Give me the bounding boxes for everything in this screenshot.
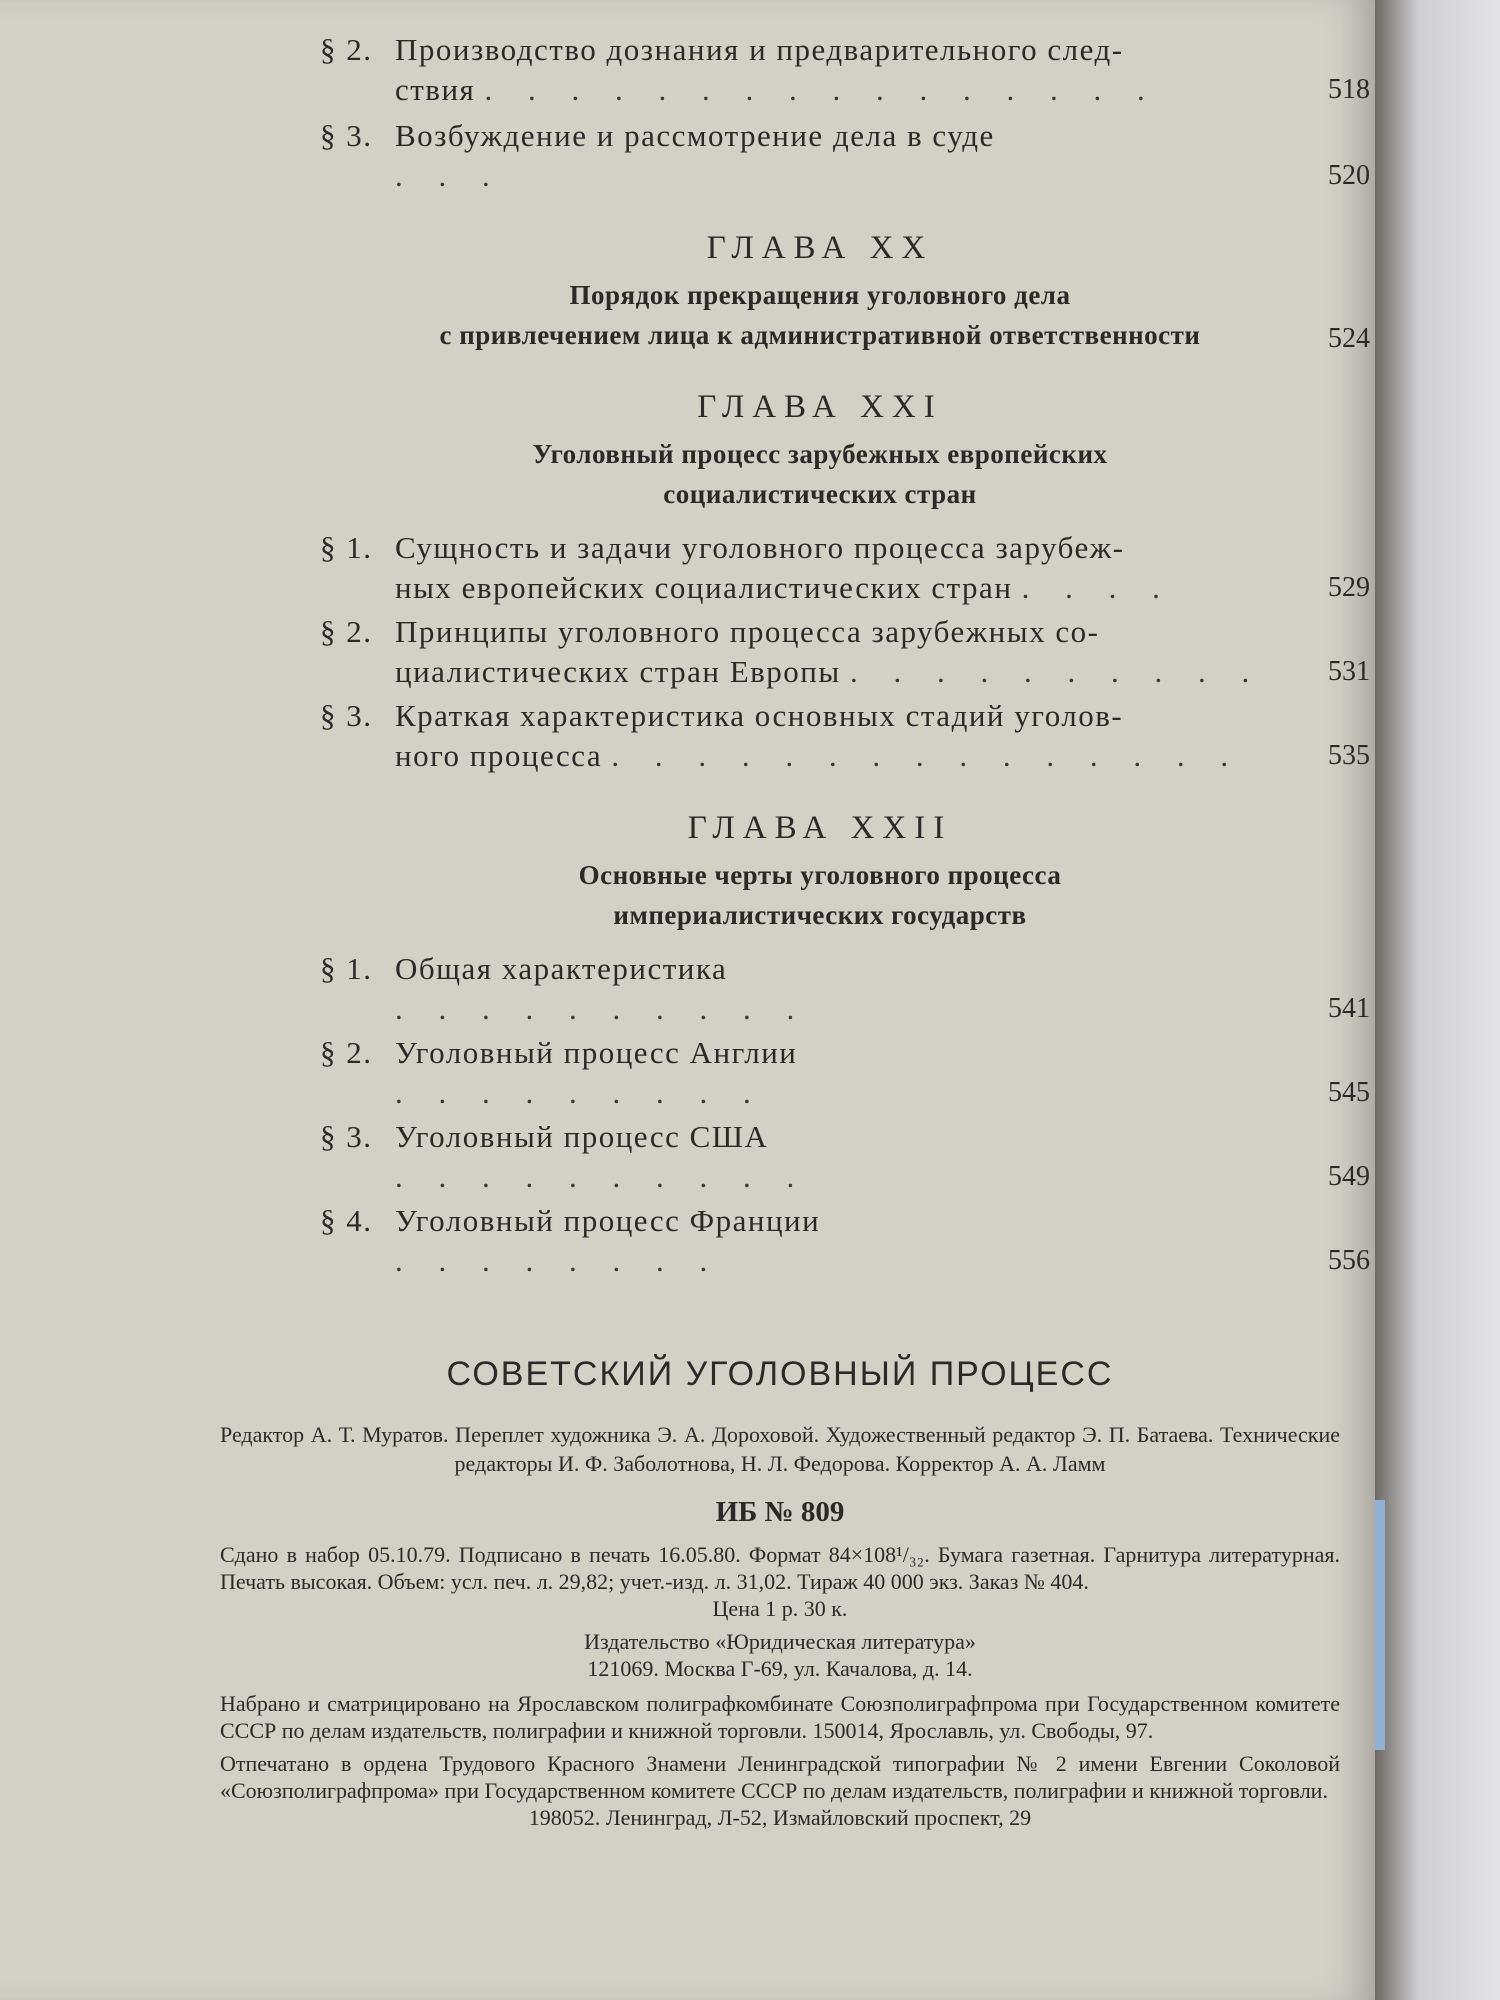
leader-dots: . . . . . . . . . . . . . . . . [484, 72, 1159, 107]
section-number: § 3. [320, 698, 373, 733]
section-number: § 2. [320, 32, 373, 67]
section-number: § 3. [320, 1119, 373, 1154]
entry-line-2 [395, 1073, 1295, 1113]
toc-entry [320, 30, 1370, 110]
page-edge [1375, 0, 1500, 2000]
entry-text [395, 696, 1295, 776]
chapter-title-block [320, 275, 1370, 355]
chapter-heading: ГЛАВА XXII [687, 810, 953, 846]
entry-line-1: Уголовный процесс США [395, 1119, 769, 1154]
entry-line-2 [395, 652, 1295, 692]
entry-line-2 [395, 568, 1295, 608]
toc-entry [320, 696, 1370, 776]
toc-entry [320, 612, 1370, 692]
section-number: § 3. [320, 118, 373, 153]
colophon [220, 1355, 1340, 1831]
section-number: § 2. [320, 614, 373, 649]
table-of-contents [320, 30, 1370, 1285]
page-number: 518 [1328, 74, 1370, 105]
section-number: § 2. [320, 1035, 373, 1070]
entry-line-1: Краткая характеристика основных стадий уголов- [395, 698, 1124, 733]
entry-line-2-text: циалистических стран Европы [395, 654, 841, 689]
entry-line-1: Уголовный процесс Англии [395, 1035, 798, 1070]
entry-line-2 [395, 156, 1295, 196]
page-number: 529 [1328, 572, 1370, 603]
chapter-title-line: империалистических государств [613, 900, 1027, 930]
toc-entry [320, 1201, 1370, 1281]
toc-entry [320, 949, 1370, 1029]
entry-text [395, 949, 1295, 1029]
page-number: 520 [1328, 160, 1370, 191]
page-number: 541 [1328, 993, 1370, 1024]
entry-line-1: Возбуждение и рассмотрение дела в суде [395, 118, 995, 153]
leader-dots: . . . . . . . . . . [395, 1159, 809, 1194]
entry-line-1: Сущность и задачи уголовного процесса зарубеж- [395, 530, 1125, 565]
leader-dots: . . . . [1021, 570, 1174, 605]
entry-line-1: Общая характеристика [395, 951, 728, 986]
chapter-title-block [320, 434, 1370, 514]
section-number: § 1. [320, 530, 373, 565]
entry-text [395, 612, 1295, 692]
toc-entry [320, 1117, 1370, 1197]
leader-dots: . . . . . . . . . [395, 1075, 765, 1110]
price: Цена 1 р. 30 к. [712, 1596, 848, 1621]
page-number: 549 [1328, 1161, 1370, 1192]
entry-text [395, 1117, 1295, 1197]
chapter-heading: ГЛАВА XX [706, 230, 934, 266]
toc-entry [320, 528, 1370, 608]
blue-strip [1375, 1500, 1385, 1750]
entry-text [395, 1033, 1295, 1113]
entry-text [395, 528, 1295, 608]
publisher: Издательство «Юридическая литература» [584, 1629, 976, 1654]
entry-line-2 [395, 989, 1295, 1029]
printed-info: Отпечатано в ордена Трудового Красного Знамени Ленинградской типографии № 2 имени Евгении Соколовой «Союзполиграфпрома» при Государственном комитете СССР по делам издательств, полиграфии и книжной торговли. [220, 1751, 1340, 1803]
chapter-title-line: Уголовный процесс зарубежных европейских [532, 439, 1108, 469]
entry-line-2 [395, 1157, 1295, 1197]
chapter-title-line: Основные черты уголовного процесса [578, 860, 1062, 890]
leader-dots: . . . . . . . . [395, 1243, 722, 1278]
entry-line-2-text: ствия [395, 72, 476, 107]
toc-entry [320, 1033, 1370, 1113]
chapter-title-block [320, 855, 1370, 935]
entry-text [395, 30, 1295, 110]
leader-dots: . . . . . . . . . . [395, 991, 809, 1026]
entry-line-1: Уголовный процесс Франции [395, 1203, 821, 1238]
book-title: СОВЕТСКИЙ УГОЛОВНЫЙ ПРОЦЕСС [446, 1355, 1114, 1393]
section-number: § 4. [320, 1203, 373, 1238]
page-number: 545 [1328, 1077, 1370, 1108]
chapter-heading: ГЛАВА XXI [697, 389, 943, 425]
entry-line-2 [395, 70, 1295, 110]
chapter-title-line: социалистических стран [663, 479, 977, 509]
chapter-title-line: Порядок прекращения уголовного дела [569, 280, 1071, 310]
entry-line-2-text: ного процесса [395, 738, 603, 773]
toc-entry [320, 116, 1370, 196]
page-number: 524 [1328, 323, 1370, 354]
entry-line-2 [395, 1241, 1295, 1281]
print-info: Сдано в набор 05.10.79. Подписано в печать 16.05.80. Формат 84×108¹/₃₂. Бумага газетная. Гарнитура литературная. Печать высокая. Объем: усл. печ. л. 29,82; учет.-изд. л. 31,02. Тираж 40 000 экз. Заказ № 404. [220, 1542, 1340, 1594]
credits-text: Редактор А. Т. Муратов. Переплет художника Э. А. Дороховой. Художественный редактор Э. П. Батаева. Технические редакторы И. Ф. Заболотнова, Н. Л. Федорова. Корректор А. А. Ламм [220, 1422, 1340, 1476]
typeset-info: Набрано и сматрицировано на Ярославском полиграфкомбинате Союзполиграфпрома при Государственном комитете СССР по делам издательств, полиграфии и книжной торговли. 150014, Ярославль, ул. Свободы, 97. [220, 1691, 1340, 1743]
leader-dots: . . . . . . . . . . [849, 654, 1264, 689]
entry-text [395, 116, 1295, 196]
leader-dots: . . . [395, 158, 504, 193]
entry-line-1: Производство дознания и предварительного след- [395, 32, 1124, 67]
page-number: 535 [1328, 740, 1370, 771]
chapter-title-line: с привлечением лица к административной ответственности [439, 320, 1201, 350]
page-number: 531 [1328, 656, 1370, 687]
entry-text [395, 1201, 1295, 1281]
entry-line-2-text: ных европейских социалистических стран [395, 570, 1013, 605]
page-number: 556 [1328, 1245, 1370, 1276]
section-number: § 1. [320, 951, 373, 986]
leader-dots: . . . . . . . . . . . . . . . [611, 738, 1243, 773]
entry-line-2 [395, 736, 1295, 776]
ib-number: ИБ № 809 [715, 1496, 845, 1528]
publisher-address: 121069. Москва Г-69, ул. Качалова, д. 14. [587, 1656, 973, 1681]
entry-line-1: Принципы уголовного процесса зарубежных со- [395, 614, 1100, 649]
printed-address: 198052. Ленинград, Л-52, Измайловский проспект, 29 [528, 1805, 1032, 1830]
